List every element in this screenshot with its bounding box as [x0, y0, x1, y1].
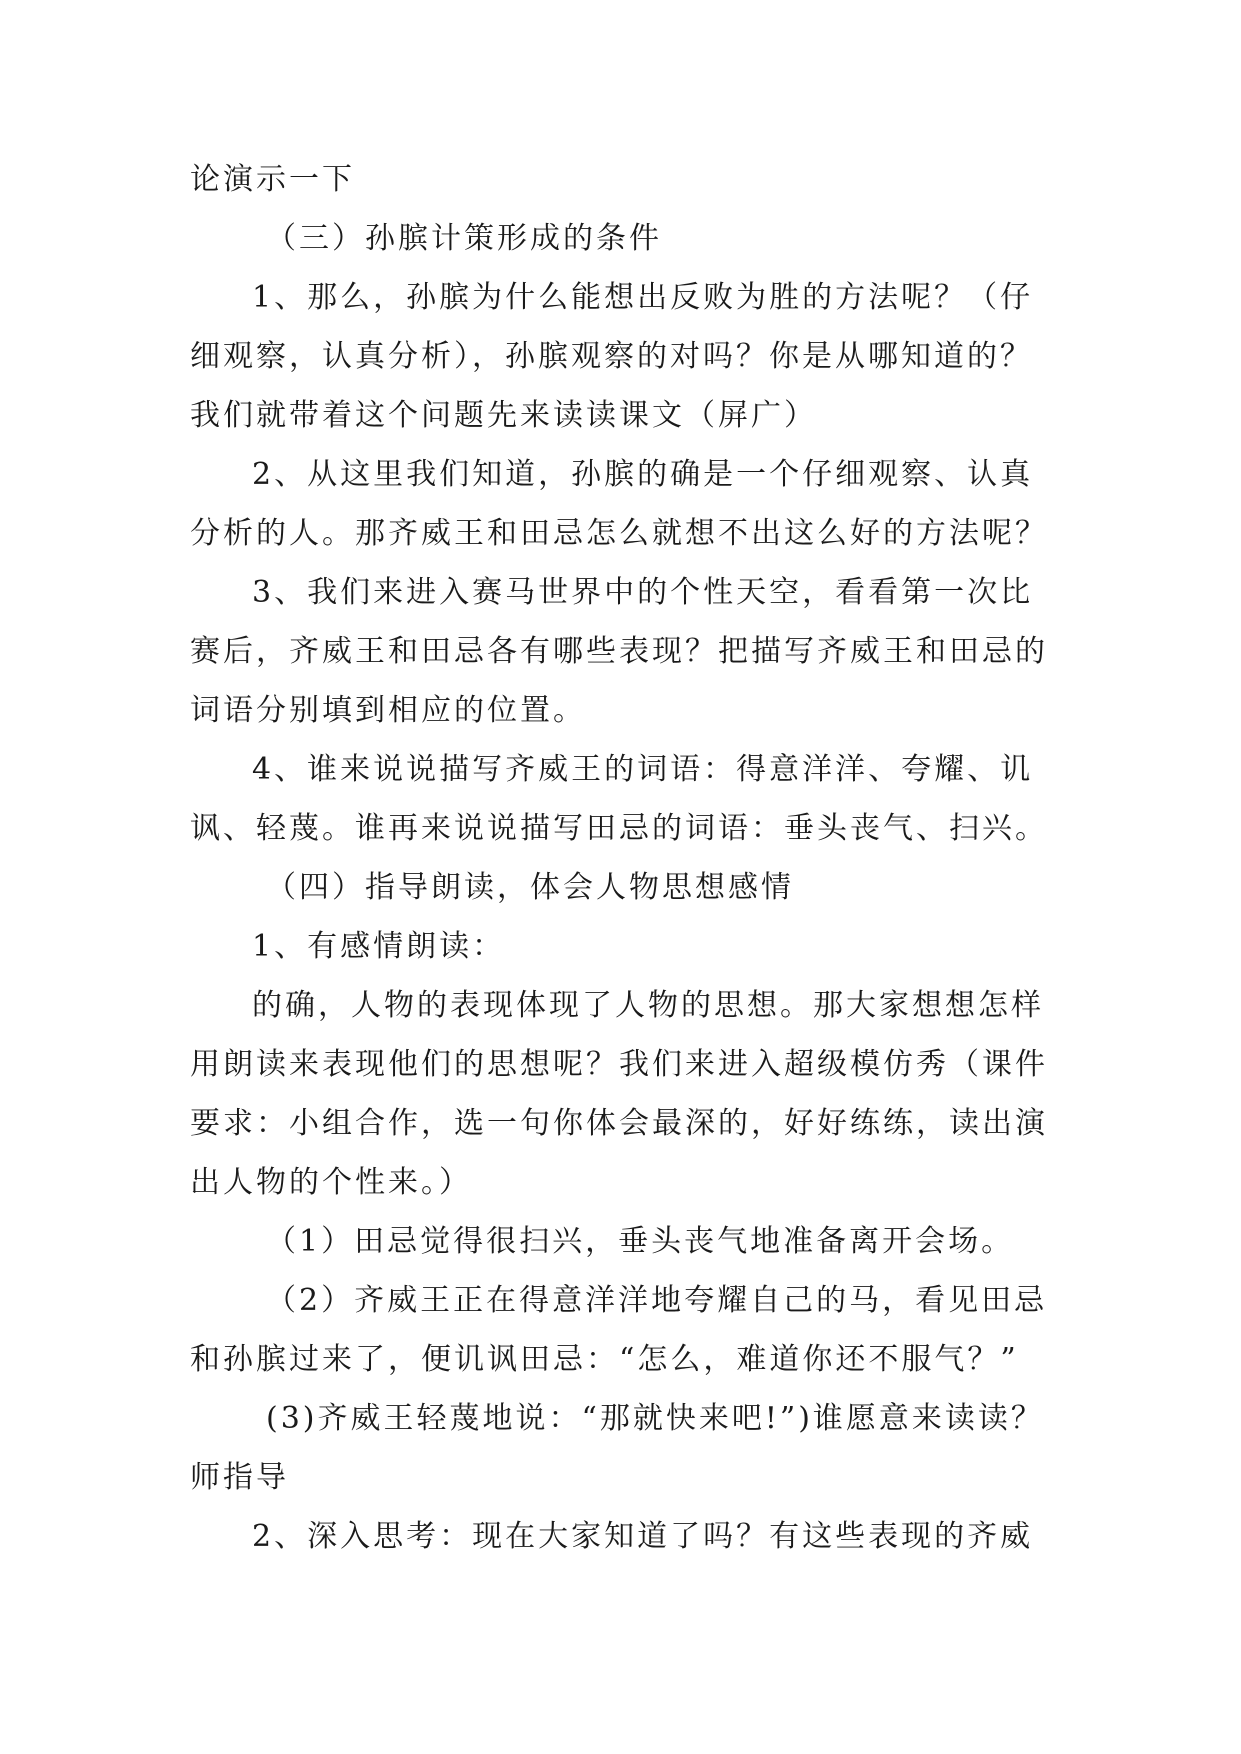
- text-line: 细观察，认真分析），孙膑观察的对吗？你是从哪知道的？: [190, 339, 1033, 374]
- text-line: 出人物的个性来。）: [190, 1165, 472, 1200]
- text-line: 词语分别填到相应的位置。: [190, 693, 586, 728]
- text-line: 用朗读来表现他们的思想呢？我们来进入超级模仿秀（课件: [190, 1047, 1048, 1082]
- paragraph-line: 2、深入思考：现在大家知道了吗？有这些表现的齐威: [252, 1519, 1034, 1554]
- text-line: 要求：小组合作，选一句你体会最深的，好好练练，读出演: [190, 1106, 1048, 1141]
- text-line: 分析的人。那齐威王和田忌怎么就想不出这么好的方法呢？: [190, 516, 1048, 551]
- text-line: 讽、轻蔑。谁再来说说描写田忌的词语：垂头丧气、扫兴。: [190, 811, 1048, 846]
- text-line: 和孙膑过来了，便讥讽田忌：“怎么，难道你还不服气？”: [190, 1342, 1019, 1377]
- text-line: 我们就带着这个问题先来读读课文（屏广）: [190, 398, 817, 433]
- text-line: 师指导: [190, 1460, 289, 1495]
- paragraph-line: 1、那么，孙膑为什么能想出反败为胜的方法呢？（仔: [252, 280, 1034, 315]
- paragraph-line: 4、谁来说说描写齐威王的词语：得意洋洋、夸耀、讥: [252, 752, 1034, 787]
- paragraph-line: （2）齐威王正在得意洋洋地夸耀自己的马，看见田忌: [266, 1283, 1048, 1318]
- paragraph-line: (3)齐威王轻蔑地说：“那就快来吧!”)谁愿意来读读？: [266, 1401, 1044, 1436]
- paragraph-line: 1、有感情朗读：: [252, 929, 506, 964]
- text-line: 论演示一下: [190, 162, 355, 197]
- paragraph-line: 的确，人物的表现体现了人物的思想。那大家想想怎样: [252, 988, 1044, 1023]
- section-heading: （三）孙膑计策形成的条件: [266, 221, 662, 256]
- section-heading: （四）指导朗读，体会人物思想感情: [266, 870, 794, 905]
- text-line: 赛后，齐威王和田忌各有哪些表现？把描写齐威王和田忌的: [190, 634, 1048, 669]
- paragraph-line: 2、从这里我们知道，孙膑的确是一个仔细观察、认真: [252, 457, 1034, 492]
- paragraph-line: （1）田忌觉得很扫兴，垂头丧气地准备离开会场。: [266, 1224, 1015, 1259]
- document-page: [190, 150, 1060, 1566]
- paragraph-line: 3、我们来进入赛马世界中的个性天空，看看第一次比: [252, 575, 1034, 610]
